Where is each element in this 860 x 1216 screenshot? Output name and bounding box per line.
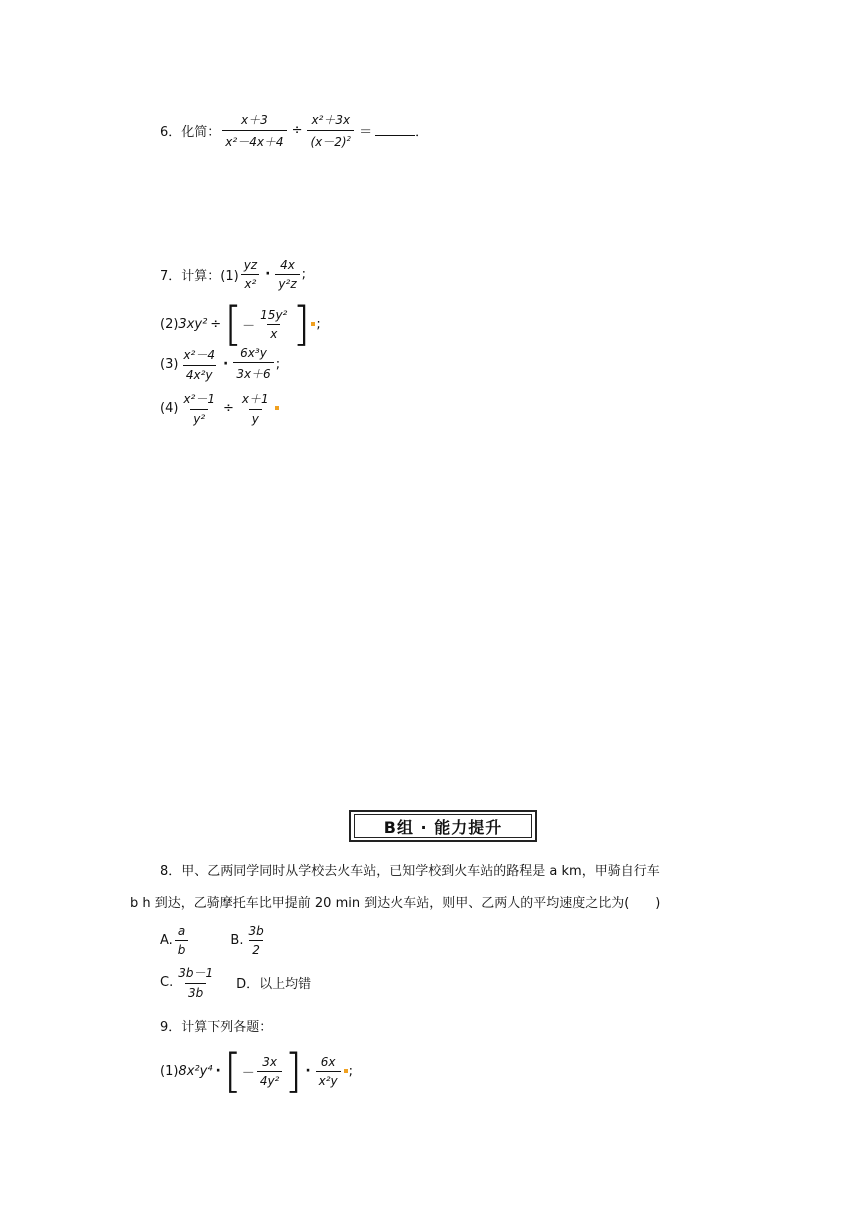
option-c: $\frac{3b-1}{3b}$ (178, 966, 214, 1000)
question-8-line-1: 8．甲、乙两同学同时从学校去火车站，已知学校到火车站的路程是 a km，甲骑自行车 (160, 864, 660, 879)
question-7-part-1: 7．计算：(1) $\frac{yz}{\text{x²}}$ · $\frac{4x}{\text{y²z}}$ ; (160, 257, 307, 291)
q6-label: 6．化简： (160, 124, 221, 140)
q6-fraction-2: $\frac{\text{x²＋3x}}{(x-2)^2}$ (307, 111, 354, 150)
question-9-part-1: (1) 8x²y⁴ · [ － $\frac{3x}{\text{4y²}}$ ] · $\frac{6x}{\text{x²y}}$ ; (160, 1044, 354, 1098)
question-6: 6．化简： $\frac{x+3}{\text{x²－4x＋4}}$ ÷ $\frac{\text{x²＋3x}}{(x-2)^2}$ ＝ ． (160, 112, 429, 149)
question-7-part-3: (3) $\frac{\text{x²－4}}{\text{4x²y}}$ · $\frac{\text{6x³y}}{3x+6}$ ; (160, 346, 281, 382)
question-7-part-2: (2) 3xy² ÷ [ － $\frac{\text{15y²}}{x}$ ] ; (160, 297, 321, 351)
answer-blank (375, 125, 415, 136)
question-7-part-4: (4) $\frac{\text{x²－1}}{\text{y²}}$ ÷ $\frac{x+1}{y}$ (160, 388, 280, 428)
q6-fraction-1: $\frac{x+3}{\text{x²－4x＋4}}$ (222, 111, 286, 150)
option-a: $\frac{a}{b}$ (175, 924, 189, 957)
question-9-label: 9．计算下列各题： (160, 1020, 273, 1035)
q8-options-cd: C. $\frac{3b-1}{3b}$ D．以上均错 (160, 966, 312, 1000)
option-b: $\frac{3b}{2}$ (248, 923, 264, 957)
q7-label: 7．计算：(1) (160, 268, 239, 284)
option-d: D．以上均错 (236, 976, 312, 992)
question-8-line-2: b h 到达，乙骑摩托车比甲提前 20 min 到达火车站，则甲、乙两人的平均速度之比为( ) (130, 896, 661, 911)
section-banner (349, 810, 537, 842)
section-banner-title: B组 · 能力提升 (354, 814, 532, 838)
q8-options-ab: A. $\frac{a}{b}$ B. $\frac{3b}{2}$ (160, 920, 269, 960)
